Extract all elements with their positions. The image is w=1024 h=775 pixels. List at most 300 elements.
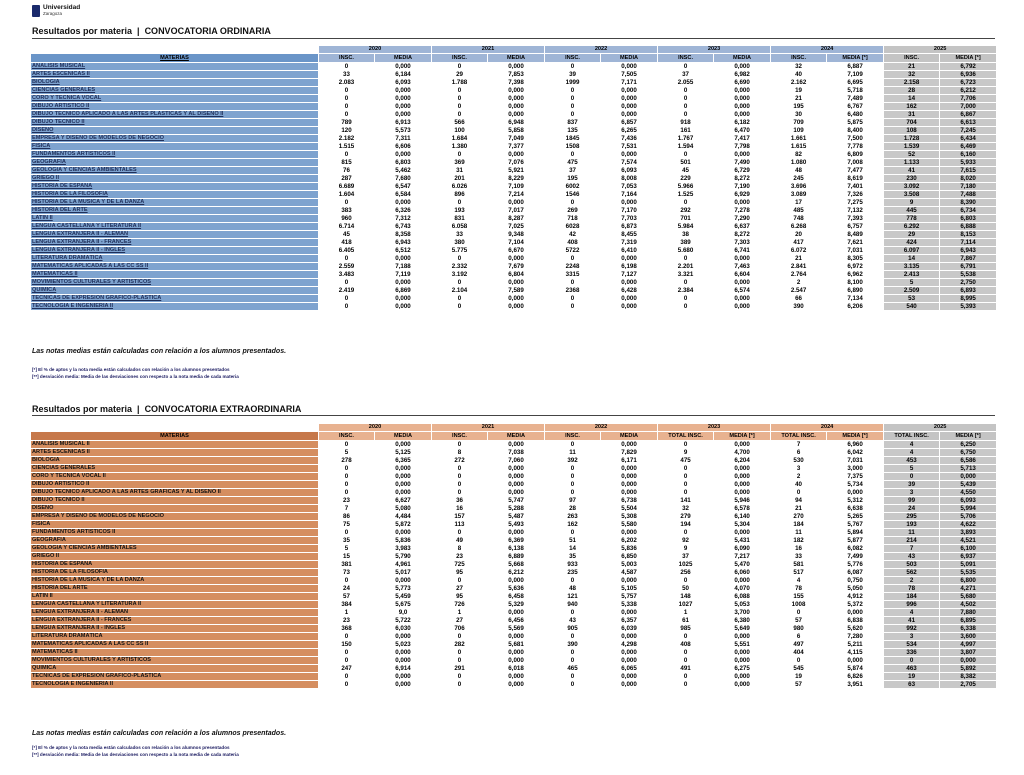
enrolled-value: 392 xyxy=(545,457,601,465)
subject-name[interactable]: HISTORIA DEL ARTE xyxy=(31,207,319,215)
average-value: 7,031 xyxy=(827,247,884,255)
subject-name[interactable]: LENGUA EXTRANJERA II - ALEMÁN xyxy=(31,231,319,239)
enrolled-value: 985 xyxy=(658,625,714,633)
table-row xyxy=(31,473,997,481)
enrolled-value: 11 xyxy=(884,529,940,537)
average-value: 5,304 xyxy=(714,521,771,529)
subject-name[interactable]: LATÍN II xyxy=(31,215,319,223)
enrolled-value: 193 xyxy=(884,521,940,529)
column-header: INSC. xyxy=(319,54,375,63)
enrolled-value: 837 xyxy=(545,119,601,127)
subject-name[interactable]: HISTORIA DE LA MÚSICA Y DE LA DANZA xyxy=(31,199,319,207)
crest-icon xyxy=(32,5,40,17)
enrolled-value: 230 xyxy=(884,175,940,183)
average-value: 6,365 xyxy=(375,457,432,465)
enrolled-value: 97 xyxy=(545,497,601,505)
average-value: 6,936 xyxy=(940,71,997,79)
enrolled-value: 5 xyxy=(319,449,375,457)
table-row xyxy=(31,103,997,111)
average-value: 7,188 xyxy=(375,263,432,271)
average-value: 7,829 xyxy=(601,449,658,457)
subject-name[interactable]: ARTES ESCÉNICAS II xyxy=(31,71,319,79)
enrolled-value: 815 xyxy=(319,159,375,167)
enrolled-value: 2248 xyxy=(545,263,601,271)
average-value: 0,000 xyxy=(601,441,658,449)
average-value: 7,377 xyxy=(488,143,545,151)
average-value: 5,493 xyxy=(488,521,545,529)
average-value: 6,202 xyxy=(601,537,658,545)
logo-line2: Zaragoza xyxy=(43,11,63,16)
subject-name[interactable]: GEOLOGÍA Y CIENCIAS AMBIENTALES xyxy=(31,167,319,175)
average-value: 0,000 xyxy=(601,63,658,71)
extraordinary-title-divider xyxy=(32,415,995,416)
subject-name: LATÍN II xyxy=(31,593,319,601)
enrolled-value: 14 xyxy=(545,545,601,553)
subject-name[interactable]: HISTORIA DE ESPAÑA xyxy=(31,183,319,191)
average-value: 8,382 xyxy=(940,673,997,681)
average-value: 6,972 xyxy=(827,263,884,271)
enrolled-value: 282 xyxy=(432,641,488,649)
column-header: INSC. xyxy=(432,54,488,63)
enrolled-value: 4 xyxy=(771,577,827,585)
enrolled-value: 0 xyxy=(884,473,940,481)
average-value: 0,000 xyxy=(714,649,771,657)
average-value: 6,138 xyxy=(488,545,545,553)
subject-name[interactable]: BIOLOGÍA xyxy=(31,79,319,87)
enrolled-value: 48 xyxy=(771,167,827,175)
average-value: 5,734 xyxy=(827,481,884,489)
enrolled-value: 1508 xyxy=(545,143,601,151)
average-value: 0,000 xyxy=(488,87,545,95)
enrolled-value: 0 xyxy=(658,577,714,585)
subject-name: LENGUA EXTRANJERA II - FRANCÉS xyxy=(31,617,319,625)
enrolled-value: 0 xyxy=(432,63,488,71)
table-row xyxy=(31,513,997,521)
enrolled-value: 7 xyxy=(771,441,827,449)
subject-name: LENGUA EXTRANJERA II - INGLÉS xyxy=(31,625,319,633)
average-value: 5,894 xyxy=(827,529,884,537)
ordinary-note: Las notas medias están calculadas con relación a los alumnos presentados. xyxy=(32,348,287,355)
year-header: 2021 xyxy=(432,424,545,432)
subject-name: QUÍMICA xyxy=(31,665,319,673)
average-value: 0,000 xyxy=(375,255,432,263)
subject-name[interactable]: LENGUA CASTELLANA Y LITERATURA II xyxy=(31,223,319,231)
subject-name[interactable]: FUNDAMENTOS ARTÍSTICOS II xyxy=(31,151,319,159)
table-row xyxy=(31,87,997,95)
average-value: 6,637 xyxy=(714,223,771,231)
enrolled-value: 463 xyxy=(884,665,940,673)
average-value: 7,180 xyxy=(940,183,997,191)
enrolled-value: 201 xyxy=(432,175,488,183)
subject-name: TECNOLOGÍA E INGENIERÍA II xyxy=(31,681,319,689)
subject-name[interactable]: MATEMÁTICAS II xyxy=(31,271,319,279)
average-value: 0,000 xyxy=(601,465,658,473)
column-header: INSC. xyxy=(319,432,375,441)
average-value: 0,000 xyxy=(601,649,658,657)
average-value: 7,798 xyxy=(714,143,771,151)
table-row xyxy=(31,665,997,673)
enrolled-value: 2.182 xyxy=(319,135,375,143)
enrolled-value: 2 xyxy=(771,473,827,481)
average-value: 0,000 xyxy=(488,529,545,537)
average-value: 3,983 xyxy=(375,545,432,553)
enrolled-value: 6 xyxy=(771,633,827,641)
subject-name[interactable]: LITERATURA DRAMÁTICA xyxy=(31,255,319,263)
enrolled-value: 108 xyxy=(884,127,940,135)
enrolled-value: 778 xyxy=(884,215,940,223)
column-header: INSC. xyxy=(545,432,601,441)
average-value: 7,499 xyxy=(827,553,884,561)
enrolled-value: 29 xyxy=(432,71,488,79)
enrolled-value: 19 xyxy=(884,673,940,681)
subject-name[interactable]: CORO Y TÉCNICA VOCAL xyxy=(31,95,319,103)
average-value: 0,000 xyxy=(488,465,545,473)
enrolled-value: 404 xyxy=(771,649,827,657)
subject-name[interactable]: HISTORIA DE LA FILOSOFÍA xyxy=(31,191,319,199)
table-row xyxy=(31,191,997,199)
average-value: 8,008 xyxy=(601,175,658,183)
average-value: 5,872 xyxy=(375,521,432,529)
enrolled-value: 21 xyxy=(884,63,940,71)
enrolled-value: 15 xyxy=(319,553,375,561)
enrolled-value: 960 xyxy=(319,215,375,223)
enrolled-value: 38 xyxy=(658,231,714,239)
average-value: 0,000 xyxy=(601,633,658,641)
subject-name[interactable]: TECNOLOGÍA E INGENIERÍA II xyxy=(31,303,319,311)
average-value: 0,000 xyxy=(488,63,545,71)
average-value: 6,887 xyxy=(827,63,884,71)
enrolled-value: 3.483 xyxy=(319,271,375,279)
enrolled-value: 0 xyxy=(658,465,714,473)
average-value: 6,265 xyxy=(601,127,658,135)
average-value: 5,573 xyxy=(375,127,432,135)
average-value: 6,723 xyxy=(940,79,997,87)
subject-name[interactable]: MOVIMIENTOS CULTURALES Y ARTÍSTICOS xyxy=(31,279,319,287)
average-value: 5,620 xyxy=(827,625,884,633)
average-value: 5,668 xyxy=(488,561,545,569)
enrolled-value: 100 xyxy=(432,127,488,135)
table-row xyxy=(31,95,997,103)
average-value: 7,375 xyxy=(827,473,884,481)
average-value: 0,000 xyxy=(601,577,658,585)
logo-line1: Universidad xyxy=(43,4,81,11)
enrolled-value: 0 xyxy=(545,255,601,263)
year-header: 2025 xyxy=(884,46,997,54)
subject-name[interactable]: GRIEGO II xyxy=(31,175,319,183)
table-row xyxy=(31,553,997,561)
enrolled-value: 0 xyxy=(658,199,714,207)
enrolled-value: 57 xyxy=(319,593,375,601)
average-value: 0,000 xyxy=(601,87,658,95)
enrolled-value: 0 xyxy=(545,577,601,585)
enrolled-value: 182 xyxy=(771,537,827,545)
table-row xyxy=(31,279,997,287)
average-value: 7,132 xyxy=(827,207,884,215)
enrolled-value: 0 xyxy=(319,577,375,585)
subject-name[interactable]: DISEÑO xyxy=(31,127,319,135)
average-value: 8,229 xyxy=(488,175,545,183)
enrolled-value: 3.508 xyxy=(884,191,940,199)
enrolled-value: 37 xyxy=(545,167,601,175)
subject-name: BIOLOGÍA xyxy=(31,457,319,465)
average-value: 5,706 xyxy=(940,513,997,521)
enrolled-value: 269 xyxy=(545,207,601,215)
enrolled-value: 0 xyxy=(432,255,488,263)
enrolled-value: 0 xyxy=(432,529,488,537)
enrolled-value: 6 xyxy=(771,449,827,457)
enrolled-value: 1.080 xyxy=(771,159,827,167)
enrolled-value: 0 xyxy=(432,481,488,489)
average-value: 0,000 xyxy=(714,441,771,449)
enrolled-value: 247 xyxy=(319,665,375,673)
average-value: 6,734 xyxy=(940,207,997,215)
average-value: 8,020 xyxy=(940,175,997,183)
average-value: 0,000 xyxy=(375,681,432,689)
enrolled-value: 0 xyxy=(658,63,714,71)
enrolled-value: 1.767 xyxy=(658,135,714,143)
average-value: 0,000 xyxy=(488,489,545,497)
enrolled-value: 336 xyxy=(884,649,940,657)
average-value: 7,031 xyxy=(827,457,884,465)
average-value: 7,867 xyxy=(940,255,997,263)
average-value: 5,551 xyxy=(714,641,771,649)
average-value: 6,638 xyxy=(827,505,884,513)
enrolled-value: 8 xyxy=(432,449,488,457)
enrolled-value: 141 xyxy=(658,497,714,505)
enrolled-value: 2368 xyxy=(545,287,601,295)
enrolled-value: 161 xyxy=(658,127,714,135)
enrolled-value: 0 xyxy=(658,295,714,303)
average-value: 6,369 xyxy=(488,537,545,545)
average-value: 8,272 xyxy=(714,231,771,239)
average-value: 0,000 xyxy=(375,633,432,641)
average-value: 6,869 xyxy=(375,287,432,295)
table-row xyxy=(31,111,997,119)
enrolled-value: 155 xyxy=(771,593,827,601)
enrolled-value: 4 xyxy=(884,609,940,617)
average-value: 0,000 xyxy=(375,95,432,103)
average-value: 0,000 xyxy=(714,465,771,473)
average-value: 0,000 xyxy=(714,199,771,207)
enrolled-value: 0 xyxy=(319,199,375,207)
column-header: TOTAL INSC. xyxy=(771,432,827,441)
average-value: 6,250 xyxy=(940,441,997,449)
ordinary-title-separator: | xyxy=(137,26,140,36)
average-value: 0,000 xyxy=(714,279,771,287)
average-value: 7,500 xyxy=(827,135,884,143)
subject-name[interactable]: MATEMÁTICAS APLICADAS A LAS CC SS II xyxy=(31,263,319,271)
enrolled-value: 709 xyxy=(771,119,827,127)
year-header: 2021 xyxy=(432,46,545,54)
average-value: 5,023 xyxy=(375,641,432,649)
average-value: 0,000 xyxy=(714,529,771,537)
average-value: 7,615 xyxy=(940,167,997,175)
subject-name[interactable]: DIBUJO ARTÍSTICO II xyxy=(31,103,319,111)
enrolled-value: 120 xyxy=(319,127,375,135)
enrolled-value: 0 xyxy=(319,151,375,159)
subject-name: MOVIMIENTOS CULTURALES Y ARTÍSTICOS xyxy=(31,657,319,665)
average-value: 7,000 xyxy=(940,103,997,111)
enrolled-value: 9 xyxy=(658,545,714,553)
average-value: 6,039 xyxy=(601,625,658,633)
subject-name[interactable]: QUÍMICA xyxy=(31,287,319,295)
enrolled-value: 789 xyxy=(319,119,375,127)
average-value: 0,000 xyxy=(488,657,545,665)
average-value: 7,109 xyxy=(827,71,884,79)
year-header: 2024 xyxy=(771,424,884,432)
year-header: 2023 xyxy=(658,424,771,432)
subject-name: FUNDAMENTOS ARTÍSTICOS II xyxy=(31,529,319,537)
enrolled-value: 0 xyxy=(658,649,714,657)
average-value: 7,008 xyxy=(827,159,884,167)
year-header: 2025 xyxy=(884,424,997,432)
enrolled-value: 32 xyxy=(658,505,714,513)
enrolled-value: 76 xyxy=(319,167,375,175)
enrolled-value: 5 xyxy=(319,545,375,553)
enrolled-value: 0 xyxy=(319,103,375,111)
average-value: 0,000 xyxy=(714,657,771,665)
average-value: 7,312 xyxy=(375,215,432,223)
average-value: 0,000 xyxy=(488,473,545,481)
enrolled-value: 0 xyxy=(658,95,714,103)
enrolled-value: 57 xyxy=(771,617,827,625)
enrolled-value: 3315 xyxy=(545,271,601,279)
enrolled-value: 701 xyxy=(658,215,714,223)
enrolled-value: 36 xyxy=(432,497,488,505)
average-value: 0,000 xyxy=(488,577,545,585)
enrolled-value: 21 xyxy=(771,505,827,513)
average-value: 5,994 xyxy=(940,505,997,513)
average-value: 6,962 xyxy=(827,271,884,279)
enrolled-value: 0 xyxy=(545,473,601,481)
enrolled-value: 19 xyxy=(771,673,827,681)
subject-name: LENGUA CASTELLANA Y LITERATURA II xyxy=(31,601,319,609)
subject-name[interactable]: EMPRESA Y DISEÑO DE MODELOS DE NEGOCIO xyxy=(31,135,319,143)
subject-name[interactable]: LENGUA EXTRANJERA II - INGLÉS xyxy=(31,247,319,255)
average-value: 0,000 xyxy=(714,489,771,497)
average-value: 0,750 xyxy=(827,577,884,585)
average-value: 4,550 xyxy=(940,489,997,497)
average-value: 6,206 xyxy=(827,303,884,311)
average-value: 6,914 xyxy=(375,665,432,673)
subject-name: DIBUJO ARTÍSTICO II xyxy=(31,481,319,489)
average-value: 7,127 xyxy=(601,271,658,279)
enrolled-value: 270 xyxy=(771,513,827,521)
enrolled-value: 42 xyxy=(545,231,601,239)
average-value: 5,675 xyxy=(375,601,432,609)
enrolled-value: 0 xyxy=(319,303,375,311)
enrolled-value: 384 xyxy=(319,601,375,609)
table-row xyxy=(31,247,997,255)
subject-name: HISTORIA DE ESPAÑA xyxy=(31,561,319,569)
subject-name[interactable]: GEOGRAFÍA xyxy=(31,159,319,167)
enrolled-value: 0 xyxy=(658,103,714,111)
column-header: INSC. xyxy=(771,54,827,63)
enrolled-value: 5.966 xyxy=(658,183,714,191)
enrolled-value: 2 xyxy=(771,279,827,287)
average-value: 7,463 xyxy=(714,263,771,271)
subject-name[interactable]: LENGUA EXTRANJERA II - FRANCÉS xyxy=(31,239,319,247)
enrolled-value: 2.413 xyxy=(884,271,940,279)
enrolled-value: 2.384 xyxy=(658,287,714,295)
subject-name[interactable]: TÉCNICAS DE EXPRESIÓN GRÁFICO-PLÁSTICA xyxy=(31,295,319,303)
table-row xyxy=(31,537,997,545)
average-value: 0,000 xyxy=(375,63,432,71)
subject-name: ARTES ESCÉNICAS II xyxy=(31,449,319,457)
table-row xyxy=(31,79,997,87)
enrolled-value: 73 xyxy=(319,569,375,577)
average-value: 0,000 xyxy=(375,87,432,95)
enrolled-value: 0 xyxy=(771,609,827,617)
enrolled-value: 121 xyxy=(545,593,601,601)
enrolled-value: 49 xyxy=(432,537,488,545)
subject-name: DISEÑO xyxy=(31,505,319,513)
subject-name[interactable]: DIBUJO TÉCNICO II xyxy=(31,119,319,127)
enrolled-value: 0 xyxy=(319,63,375,71)
enrolled-value: 39 xyxy=(545,71,601,79)
enrolled-value: 195 xyxy=(771,103,827,111)
average-value: 6,937 xyxy=(940,553,997,561)
enrolled-value: 0 xyxy=(545,303,601,311)
average-value: 6,204 xyxy=(714,457,771,465)
average-value: 6,738 xyxy=(601,497,658,505)
average-value: 0,000 xyxy=(488,103,545,111)
average-value: 7,401 xyxy=(827,183,884,191)
enrolled-value: 17 xyxy=(771,199,827,207)
enrolled-value: 1.728 xyxy=(884,135,940,143)
enrolled-value: 29 xyxy=(884,231,940,239)
average-value: 9,0 xyxy=(375,609,432,617)
average-value: 7,060 xyxy=(488,457,545,465)
average-value: 7,488 xyxy=(940,191,997,199)
average-value: 6,613 xyxy=(940,119,997,127)
subject-name[interactable]: CIENCIAS GENERALES xyxy=(31,87,319,95)
average-value: 7,280 xyxy=(827,633,884,641)
enrolled-value: 0 xyxy=(658,151,714,159)
table-row xyxy=(31,263,997,271)
average-value: 3,807 xyxy=(940,649,997,657)
average-value: 0,000 xyxy=(714,103,771,111)
average-value: 6,410 xyxy=(601,247,658,255)
enrolled-value: 1.604 xyxy=(319,191,375,199)
subject-name: ANÁLISIS MUSICAL II xyxy=(31,441,319,449)
average-value: 7,326 xyxy=(827,191,884,199)
average-value: 0,000 xyxy=(601,481,658,489)
enrolled-value: 2.841 xyxy=(771,263,827,271)
column-header: MEDIA xyxy=(601,54,658,63)
average-value: 7,217 xyxy=(714,553,771,561)
average-value: 6,850 xyxy=(601,553,658,561)
average-value: 0,000 xyxy=(714,577,771,585)
table-row xyxy=(31,199,997,207)
enrolled-value: 45 xyxy=(319,231,375,239)
subject-name[interactable]: DIBUJO TÉCNICO APLICADO A LAS ARTES PLÁSTICAS Y AL DISEÑO II xyxy=(31,111,319,119)
subject-name: TÉCNICAS DE EXPRESIÓN GRÁFICO-PLÁSTICA xyxy=(31,673,319,681)
subject-name: DIBUJO TÉCNICO APLICADO A LAS ARTES GRÁFICAS Y AL DISEÑO II xyxy=(31,489,319,497)
enrolled-value: 0 xyxy=(658,633,714,641)
average-value: 0,000 xyxy=(601,529,658,537)
subject-name[interactable]: ANÁLISIS MUSICAL xyxy=(31,63,319,71)
enrolled-value: 3.092 xyxy=(884,183,940,191)
enrolled-value: 0 xyxy=(545,151,601,159)
average-value: 5,393 xyxy=(940,303,997,311)
average-value: 0,000 xyxy=(601,673,658,681)
average-value: 6,184 xyxy=(375,71,432,79)
enrolled-value: 33 xyxy=(319,71,375,79)
average-value: 6,088 xyxy=(714,593,771,601)
subject-name[interactable]: FÍSICA xyxy=(31,143,319,151)
enrolled-value: 445 xyxy=(884,207,940,215)
